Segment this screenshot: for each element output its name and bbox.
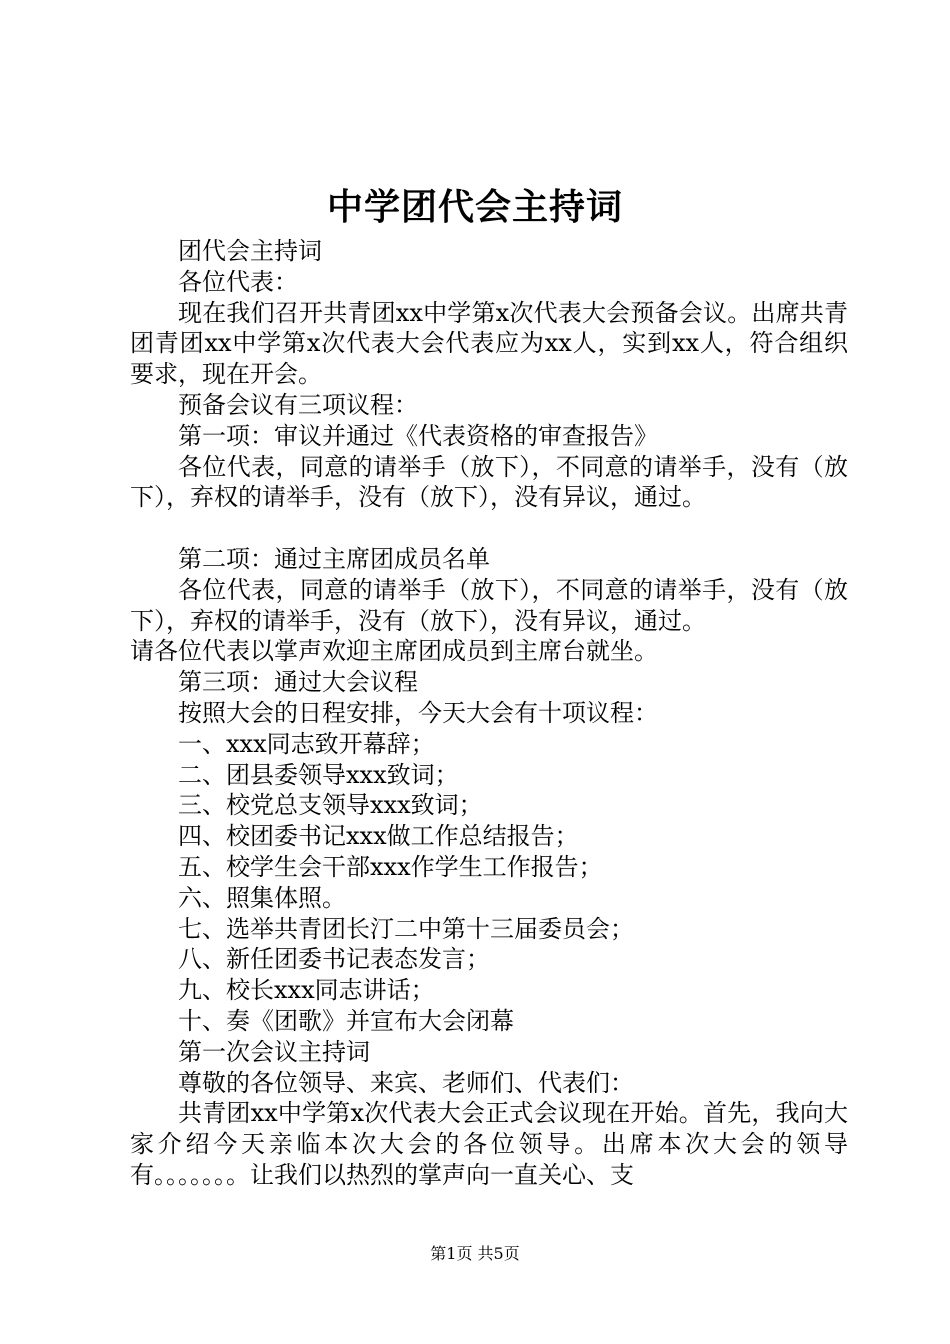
agenda-item: 五、校学生会干部xxx作学生工作报告； bbox=[178, 852, 603, 881]
paragraph: 各位代表： bbox=[178, 267, 298, 296]
paragraph: 尊敬的各位领导、来宾、老师们、代表们： bbox=[178, 1068, 634, 1097]
document-body bbox=[130, 236, 848, 1191]
page-footer: 第1页 共5页 bbox=[430, 1244, 520, 1263]
paragraph: 第二项：通过主席团成员名单 bbox=[178, 544, 490, 573]
paragraph: 第一次会议主持词 bbox=[178, 1037, 370, 1066]
agenda-item: 四、校团委书记xxx做工作总结报告； bbox=[178, 822, 579, 851]
paragraph: 第三项：通过大会议程 bbox=[178, 668, 418, 697]
paragraph: 第一项：审议并通过《代表资格的审查报告》 bbox=[178, 421, 658, 450]
paragraph: 团代会主持词 bbox=[178, 237, 322, 265]
paragraph: 请各位代表以掌声欢迎主席团成员到主席台就坐。 bbox=[130, 637, 658, 666]
agenda-item: 三、校党总支领导xxx致词； bbox=[178, 791, 483, 820]
blank-line bbox=[130, 513, 848, 544]
agenda-item: 二、团县委领导xxx致词； bbox=[178, 760, 459, 789]
agenda-item: 六、照集体照。 bbox=[178, 883, 346, 912]
agenda-item: 七、选举共青团长汀二中第十三届委员会； bbox=[178, 914, 634, 943]
agenda-item: 八、新任团委书记表态发言； bbox=[178, 945, 490, 974]
paragraph: 各位代表，同意的请举手（放下），不同意的请举手，没有（放下），弃权的请举手，没有（放下），没有异议，通过。 bbox=[130, 452, 848, 512]
agenda-item: 九、校长xxx同志讲话； bbox=[178, 976, 435, 1005]
agenda-item: 十、奏《团歌》并宣布大会闭幕 bbox=[178, 1006, 514, 1035]
document-title: 中学团代会主持词 bbox=[326, 186, 623, 228]
paragraph: 共青团xx中学第x次代表大会正式会议现在开始。首先，我向大家介绍今天亲临本次大会的各位领导。出席本次大会的领导有。。。。。。。让我们以热烈的掌声向一直关心、支 bbox=[130, 1099, 848, 1189]
paragraph: 按照大会的日程安排，今天大会有十项议程： bbox=[178, 698, 658, 727]
paragraph: 现在我们召开共青团xx中学第x次代表大会预备会议。出席共青团青团xx中学第x次代表大会代表应为xx人，实到xx人，符合组织要求，现在开会。 bbox=[130, 298, 848, 389]
agenda-item: 一、xxx同志致开幕辞； bbox=[178, 729, 435, 758]
paragraph: 预备会议有三项议程： bbox=[178, 390, 418, 419]
paragraph: 各位代表，同意的请举手（放下），不同意的请举手，没有（放下），弃权的请举手，没有（放下），没有异议，通过。 bbox=[130, 575, 848, 635]
